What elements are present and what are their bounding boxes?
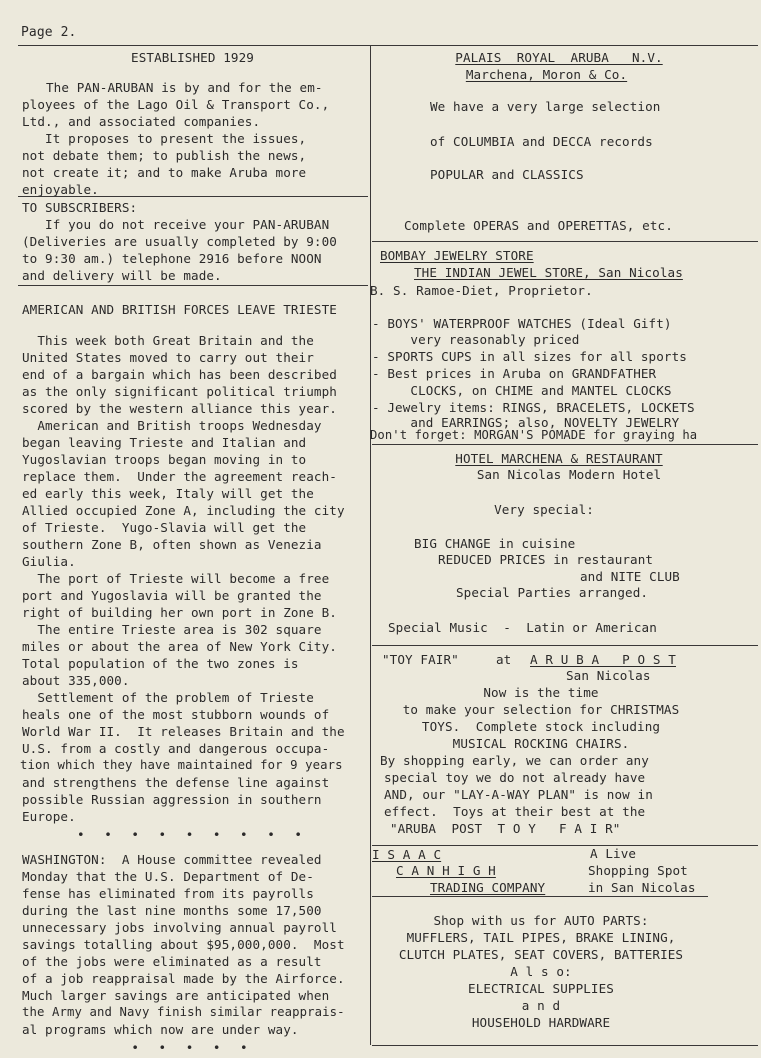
ad-line: - BOYS' WATERPROOF WATCHES (Ideal Gift): [372, 316, 672, 331]
article-line: possible Russian aggression in southern: [22, 792, 322, 807]
masthead-line: ployees of the Lago Oil & Transport Co.,: [22, 97, 330, 112]
rule: [18, 285, 368, 286]
ad-line: very reasonably priced: [372, 332, 580, 347]
ad-tagline: in San Nicolas: [588, 880, 696, 895]
article-line: Monday that the U.S. Department of De-: [22, 869, 314, 884]
ad-line: By shopping early, we can order any: [380, 753, 649, 768]
article-line: Giulia.: [22, 554, 76, 569]
article-line: World War II. It releases Britain and the: [22, 724, 345, 739]
article-line: Total population of the two zones is: [22, 656, 299, 671]
article-line: port and Yugoslavia will be granted the: [22, 588, 322, 603]
masthead-line: It proposes to present the issues,: [22, 131, 307, 146]
article-line: scored by the western alliance this year.: [22, 401, 337, 416]
article-line: began leaving Trieste and Italian and: [22, 435, 307, 450]
ad-title-store: A R U B A P O S T: [530, 652, 676, 667]
article-line: Much larger savings are anticipated when: [22, 988, 330, 1003]
ad-line: CLUTCH PLATES, SEAT COVERS, BATTERIES: [398, 947, 684, 962]
subscribers-line: (Deliveries are usually completed by 9:00: [22, 234, 337, 249]
ad-line: POPULAR and CLASSICS: [430, 167, 584, 182]
ad-subtitle: San Nicolas Modern Hotel: [476, 467, 662, 482]
article-line: unnecessary jobs involving annual payroll: [22, 920, 337, 935]
ad-line: effect. Toys at their best at the: [384, 804, 646, 819]
article-line: right of building her own port in Zone B.: [22, 605, 337, 620]
ad-line: and NITE CLUB: [580, 569, 680, 584]
article-line: Settlement of the problem of Trieste: [22, 690, 314, 705]
article-line: the Army and Navy finish similar reapprais-: [22, 1005, 345, 1019]
ad-line: - SPORTS CUPS in all sizes for all sports: [372, 349, 687, 364]
page-number: Page 2.: [21, 25, 77, 40]
article-line: This week both Great Britain and the: [22, 333, 314, 348]
article-line: heals one of the most stubborn wounds of: [22, 707, 330, 722]
ad-line: MUFFLERS, TAIL PIPES, BRAKE LINING,: [406, 930, 676, 945]
article-line: replace them. Under the agreement reach-: [22, 469, 337, 484]
ad-line: MUSICAL ROCKING CHAIRS.: [452, 736, 630, 751]
ad-line: Special Parties arranged.: [456, 585, 649, 600]
subscribers-title: TO SUBSCRIBERS:: [22, 200, 138, 215]
ad-line: - Jewelry items: RINGS, BRACELETS, LOCKETS: [372, 400, 695, 415]
article-line: Allied occupied Zone A, including the city: [22, 503, 345, 518]
masthead-line: The PAN-ARUBAN is by and for the em-: [46, 80, 323, 95]
article-line: fense has eliminated from its payrolls: [22, 886, 314, 901]
trieste-headline: AMERICAN AND BRITISH FORCES LEAVE TRIESTE: [22, 302, 337, 317]
ad-tagline: Shopping Spot: [588, 863, 688, 878]
ad-line: Special Music - Latin or American: [388, 620, 657, 635]
article-line: of a job reappraisal made by the Airforce.: [22, 971, 345, 986]
masthead-line: not debate them; to publish the news,: [22, 148, 307, 163]
article-line: WASHINGTON: A House committee revealed: [22, 852, 322, 867]
article-line: as the only significant political triumph: [22, 384, 337, 399]
article-line: The port of Trieste will become a free: [22, 571, 330, 586]
masthead-line: not create it; and to make Aruba more: [22, 165, 307, 180]
article-line: about 335,000.: [22, 673, 130, 688]
ad-line: A l s o:: [510, 964, 572, 979]
article-line: tion which they have maintained for 9 years: [20, 758, 343, 772]
ad-footer: Don't forget: MORGAN'S POMADE for graying ha: [370, 428, 698, 442]
article-line: al programs which now are under way.: [22, 1022, 299, 1037]
ad-proprietor: B. S. Ramoe-Diet, Proprietor.: [370, 283, 593, 298]
article-line: and strengthens the defense line against: [22, 775, 330, 790]
subscribers-line: to 9:30 am.) telephone 2916 before NOON: [22, 251, 322, 266]
masthead-title: ESTABLISHED 1929: [131, 50, 254, 65]
ad-line: Very special:: [494, 502, 594, 517]
ad-subtitle: Marchena, Moron & Co.: [465, 67, 628, 82]
article-line: Europe.: [22, 809, 76, 824]
ad-line: Complete OPERAS and OPERETTAS, etc.: [404, 218, 673, 233]
ad-line: AND, our "LAY-A-WAY PLAN" is now in: [384, 787, 653, 802]
article-line: savings totalling about $95,000,000. Most: [22, 937, 345, 952]
article-line: southern Zone B, often shown as Venezia: [22, 537, 322, 552]
ad-line: BIG CHANGE in cuisine: [414, 536, 576, 551]
ad-title-at: at: [496, 652, 512, 667]
article-line: of Trieste. Yugo-Slavia will get the: [22, 520, 307, 535]
ad-line: HOUSEHOLD HARDWARE: [471, 1015, 611, 1030]
article-line: during the last nine months some 17,500: [22, 903, 322, 918]
article-line: American and British troops Wednesday: [22, 418, 322, 433]
column-divider: [370, 45, 371, 1045]
ad-title: HOTEL MARCHENA & RESTAURANT: [455, 451, 663, 466]
rule: [372, 444, 758, 445]
ad-line: to make your selection for CHRISTMAS: [402, 702, 680, 717]
ad-line: a n d: [521, 998, 561, 1013]
article-line: ed early this week, Italy will get the: [22, 486, 314, 501]
rule: [372, 241, 758, 242]
ad-line: of COLUMBIA and DECCA records: [430, 134, 653, 149]
top-rule: [18, 45, 758, 46]
article-line: The entire Trieste area is 302 square: [22, 622, 322, 637]
rule: [18, 196, 368, 197]
article-line: miles or about the area of New York City.: [22, 639, 337, 654]
ad-title: BOMBAY JEWELRY STORE: [380, 248, 534, 263]
ad-subtitle: San Nicolas: [566, 668, 651, 683]
ad-title: TRADING COMPANY: [430, 880, 546, 895]
ad-title: I S A A C: [372, 847, 442, 862]
article-line: United States moved to carry out their: [22, 350, 314, 365]
ad-line: "ARUBA POST T O Y F A I R": [390, 821, 621, 836]
bottom-rule: [372, 1045, 758, 1046]
ad-title: PALAIS ROYAL ARUBA N.V.: [455, 50, 663, 65]
article-line: U.S. from a costly and dangerous occupa-: [22, 741, 330, 756]
rule: [372, 896, 708, 897]
article-separator: • • • • • • • • •: [77, 827, 308, 842]
article-line: of the jobs were eliminated as a result: [22, 954, 322, 969]
ad-line: CLOCKS, on CHIME and MANTEL CLOCKS: [372, 383, 672, 398]
masthead-line: Ltd., and associated companies.: [22, 114, 261, 129]
rule: [372, 645, 758, 646]
ad-line: Shop with us for AUTO PARTS:: [433, 913, 649, 928]
subscribers-line: If you do not receive your PAN-ARUBAN: [22, 217, 330, 232]
ad-title: C A N H I G H: [396, 863, 496, 878]
ad-line: ELECTRICAL SUPPLIES: [468, 981, 614, 996]
article-line: Yugoslavian troops began moving in to: [22, 452, 307, 467]
ad-tagline: A Live: [590, 846, 637, 861]
article-separator: • • • • •: [131, 1040, 254, 1055]
ad-line: Now is the time: [483, 685, 599, 700]
ad-line: TOYS. Complete stock including: [421, 719, 661, 734]
ad-line: and EARRINGS; also, NOVELTY JEWELRY: [372, 415, 680, 430]
ad-subtitle: THE INDIAN JEWEL STORE, San Nicolas: [414, 265, 683, 280]
article-line: end of a bargain which has been described: [22, 367, 337, 382]
masthead-line: enjoyable.: [22, 182, 99, 197]
subscribers-line: and delivery will be made.: [22, 268, 222, 283]
ad-line: special toy we do not already have: [384, 770, 646, 785]
ad-line: - Best prices in Aruba on GRANDFATHER: [372, 366, 657, 381]
ad-line: REDUCED PRICES in restaurant: [438, 552, 654, 567]
ad-title: "TOY FAIR": [382, 652, 459, 667]
ad-line: We have a very large selection: [430, 99, 661, 114]
